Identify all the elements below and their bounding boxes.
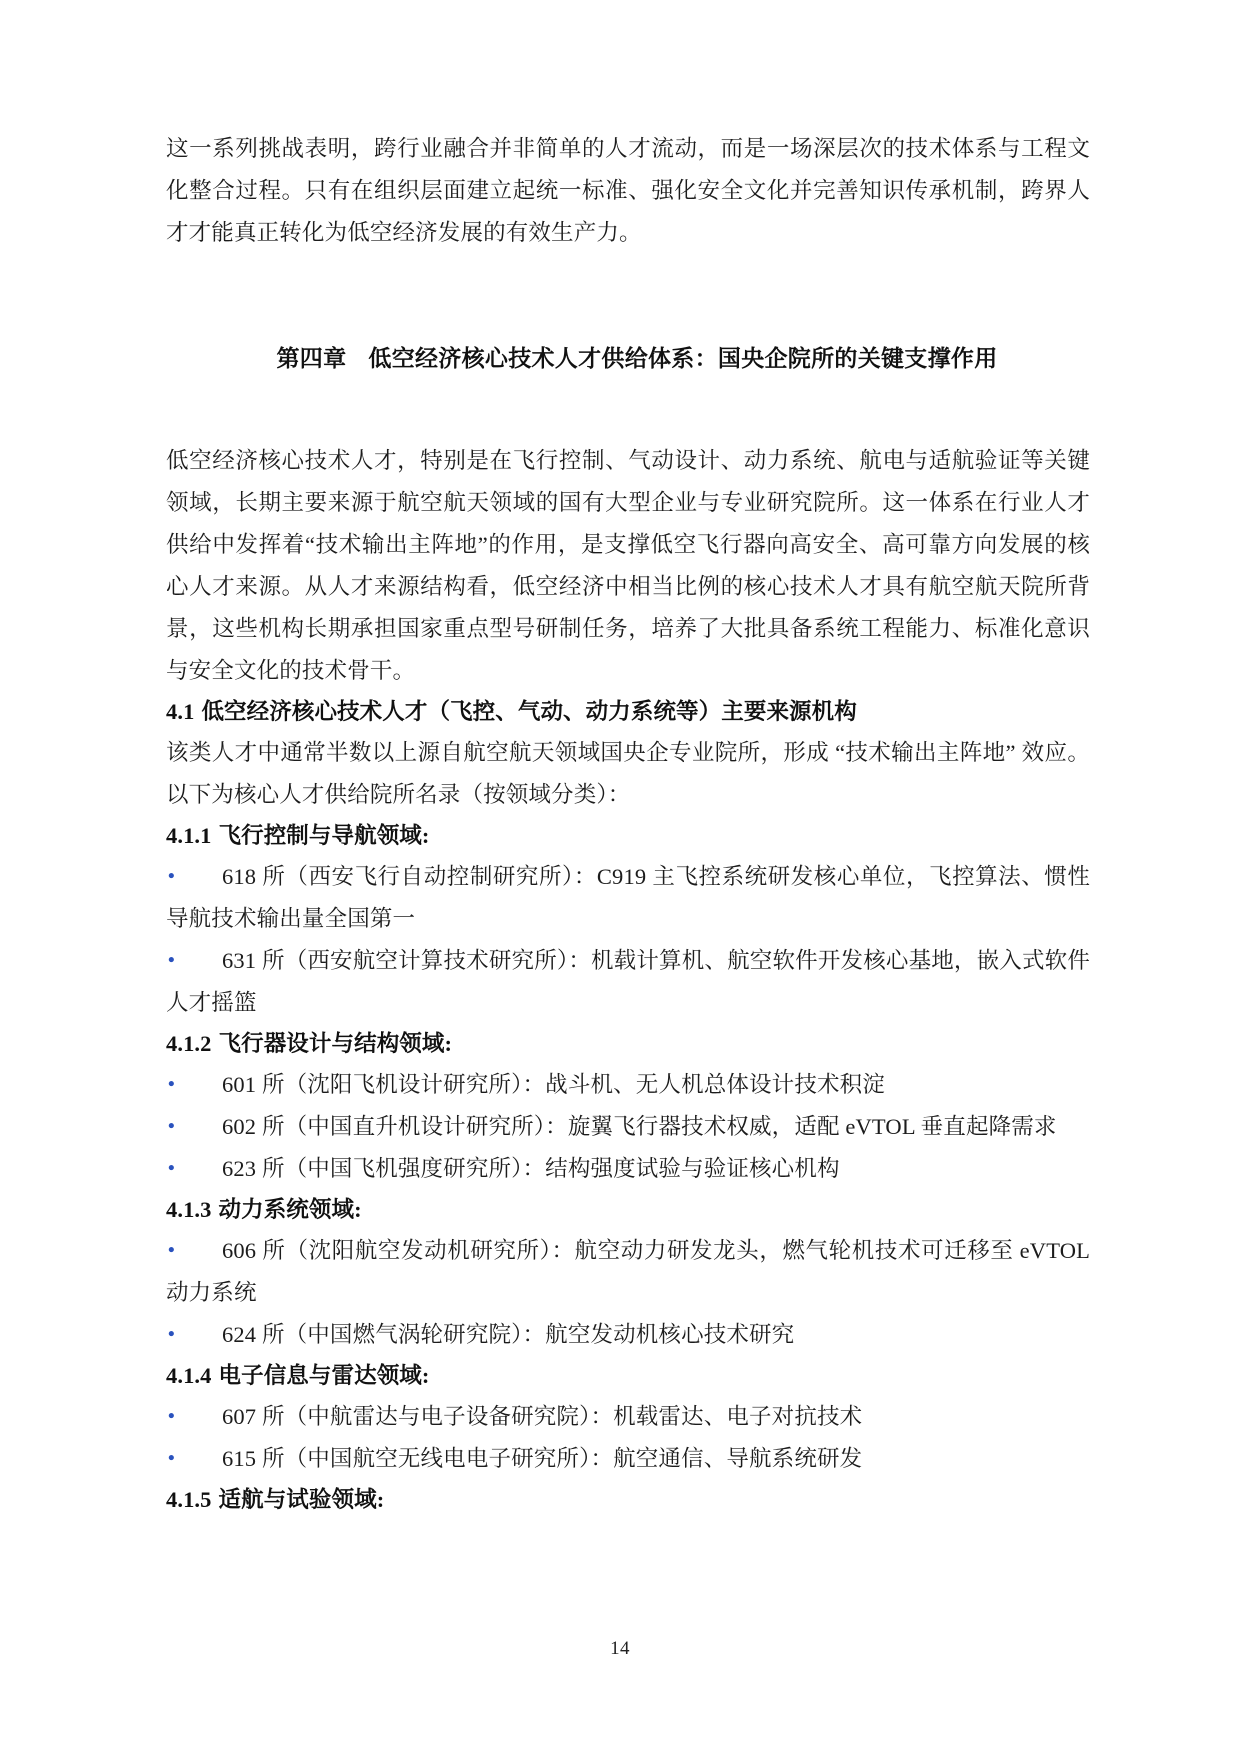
subsection-heading-4-1-3	[166, 1190, 1090, 1230]
list-item	[166, 1106, 1090, 1148]
subsection-heading-4-1-2	[166, 1024, 1090, 1064]
chapter-number: 第四章	[276, 346, 347, 371]
list-item-text: 601 所（沈阳飞机设计研究所）：战斗机、无人机总体设计技术积淀	[222, 1072, 885, 1097]
list-item-text: 602 所（中国直升机设计研究所）：旋翼飞行器技术权威，适配 eVTOL 垂直起降需求	[222, 1114, 1057, 1139]
page-number: 14	[610, 1638, 630, 1659]
section-title-4-1: 低空经济核心技术人才（飞控、气动、动力系统等）主要来源机构	[201, 699, 857, 724]
bullet-icon: •	[168, 1448, 175, 1469]
list-item	[166, 1148, 1090, 1190]
list-item-text: 618 所（西安飞行自动控制研究所）：C919 主飞控系统研发核心单位，飞控算法、惯性导航技术输出量全国第一	[166, 864, 1090, 931]
list-item	[166, 1396, 1090, 1438]
subsection-number-4-1-1: 4.1.1	[166, 823, 212, 848]
chapter-title: 低空经济核心技术人才供给体系：国央企院所的关键支撑作用	[368, 346, 998, 371]
list-item	[166, 1064, 1090, 1106]
section-number-4-1: 4.1	[166, 699, 195, 724]
overview-paragraph: 低空经济核心技术人才，特别是在飞行控制、气动设计、动力系统、航电与适航验证等关键领域，长期主要来源于航空航天领域的国有大型企业与专业研究院所。这一体系在行业人才供给中发挥着“技术输出主阵地”的作用，是支撑低空飞行器向高安全、高可靠方向发展的核心人才来源。从人才来源结构看，低空经济中相当比例的核心技术人才具有航空航天院所背景，这些机构长期承担国家重点型号研制任务，培养了大批具备系统工程能力、标准化意识与安全文化的技术骨干。	[166, 448, 1090, 683]
list-item	[166, 940, 1090, 1024]
bullet-icon: •	[168, 950, 175, 971]
section-4-1-paragraph: 该类人才中通常半数以上源自航空航天领域国央企专业院所，形成 “技术输出主阵地” 效应。 以下为核心人才供给院所名录（按领域分类）：	[166, 740, 1090, 807]
subsection-number-4-1-4: 4.1.4	[166, 1363, 212, 1388]
bullet-icon: •	[168, 1116, 175, 1137]
list-item	[166, 1438, 1090, 1480]
subsection-title-4-1-1: 飞行控制与导航领域:	[218, 823, 430, 848]
subsection-title-4-1-3: 动力系统领域:	[218, 1197, 362, 1222]
list-item	[166, 856, 1090, 940]
list-item-text: 624 所（中国燃气涡轮研究院）：航空发动机核心技术研究	[222, 1322, 795, 1347]
subsection-heading-4-1-1	[166, 816, 1090, 856]
subsection-title-4-1-2: 飞行器设计与结构领域:	[218, 1031, 453, 1056]
spacer-before-chapter	[166, 254, 1090, 340]
spacer-after-chapter	[166, 378, 1090, 440]
subsection-number-4-1-2: 4.1.2	[166, 1031, 212, 1056]
list-item-text: 623 所（中国飞机强度研究所）：结构强度试验与验证核心机构	[222, 1156, 840, 1181]
chapter-heading	[166, 340, 1090, 378]
bullet-icon: •	[168, 1074, 175, 1095]
section-heading-4-1	[166, 692, 1090, 732]
bullet-icon: •	[168, 1406, 175, 1427]
bullet-icon: •	[168, 1158, 175, 1179]
page-content	[166, 128, 1090, 1520]
subsection-title-4-1-5: 适航与试验领域:	[218, 1487, 385, 1512]
subsection-heading-4-1-5	[166, 1480, 1090, 1520]
bullet-icon: •	[168, 1240, 175, 1261]
bullet-icon: •	[168, 1324, 175, 1345]
list-item-text: 606 所（沈阳航空发动机研究所）：航空动力研发龙头，燃气轮机技术可迁移至 eVTOL 动力系统	[166, 1238, 1090, 1305]
intro-paragraph: 这一系列挑战表明，跨行业融合并非简单的人才流动，而是一场深层次的技术体系与工程文化整合过程。只有在组织层面建立起统一标准、强化安全文化并完善知识传承机制，跨界人才才能真正转化为低空经济发展的有效生产力。	[166, 136, 1090, 245]
list-item	[166, 1230, 1090, 1314]
subsection-number-4-1-3: 4.1.3	[166, 1197, 212, 1222]
subsection-heading-4-1-4	[166, 1356, 1090, 1396]
list-item-text: 631 所（西安航空计算技术研究所）：机载计算机、航空软件开发核心基地，嵌入式软件人才摇篮	[166, 948, 1090, 1015]
list-item-text: 607 所（中航雷达与电子设备研究院）：机载雷达、电子对抗技术	[222, 1404, 863, 1429]
subsection-number-4-1-5: 4.1.5	[166, 1487, 212, 1512]
page-footer	[0, 1638, 1240, 1660]
bullet-icon: •	[168, 866, 175, 887]
list-item-text: 615 所（中国航空无线电电子研究所）：航空通信、导航系统研发	[222, 1446, 863, 1471]
subsection-title-4-1-4: 电子信息与雷达领域:	[218, 1363, 430, 1388]
list-item	[166, 1314, 1090, 1356]
